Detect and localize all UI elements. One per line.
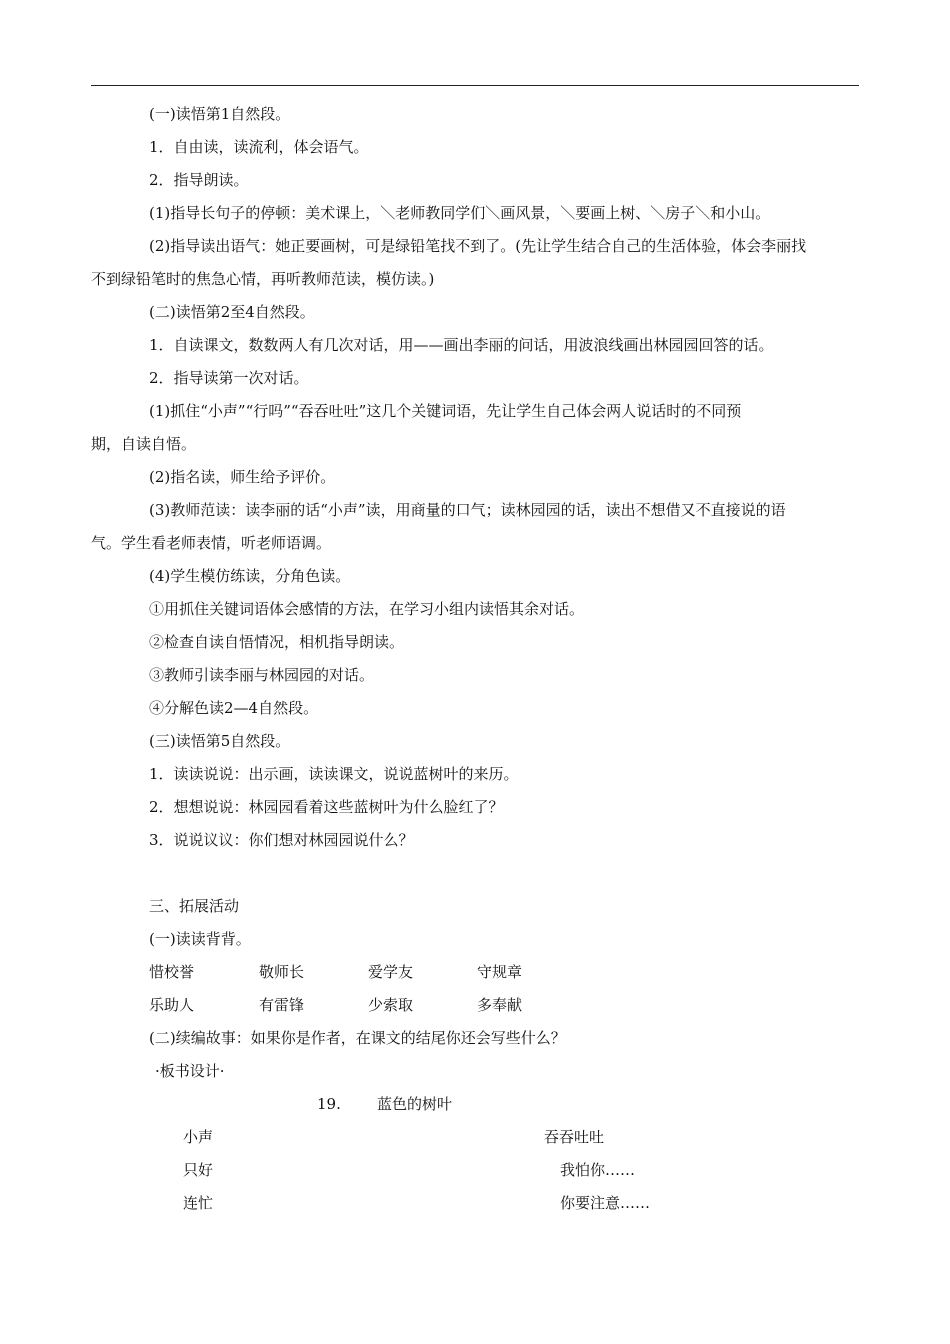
section-heading-1: (一)读悟第1自然段。 (149, 105, 291, 123)
paragraph-line: (3)教师范读：读李丽的话“小声”读，用商量的口气；读林园园的话，读出不想借又不直接说的语 (149, 501, 786, 519)
board-left-item: 连忙 (183, 1194, 214, 1212)
list-item: 2．指导读第一次对话。 (149, 369, 309, 387)
board-title-row (91, 1088, 859, 1121)
paragraph-line: 气。学生看老师表情，听老师语调。 (91, 534, 332, 552)
word: 少索取 (368, 996, 414, 1014)
board-design-heading: ·板书设计· (155, 1062, 225, 1080)
spacer (91, 857, 859, 890)
section-heading-2: (二)读悟第2至4自然段。 (149, 303, 315, 321)
list-item: ③教师引读李丽与林园园的对话。 (149, 666, 375, 684)
paragraph-line: 期，自读自悟。 (91, 435, 197, 453)
paragraph-line: (2)指导读出语气：她正要画树，可是绿铅笔找不到了。(先让学生结合自己的生活体验，体会李丽找 (149, 237, 807, 255)
section-heading-expansion: 三、拓展活动 (149, 897, 240, 915)
word: 有雷锋 (259, 996, 305, 1014)
document-body (91, 98, 859, 1220)
word: 爱学友 (368, 963, 414, 981)
board-row (91, 1121, 859, 1154)
board-right-item: 你要注意…… (560, 1194, 651, 1212)
word: 多奉献 (477, 996, 523, 1014)
board-left-item: 小声 (183, 1128, 214, 1146)
header-rule (91, 85, 859, 86)
paragraph-line: (1)抓住“小声”“行吗”“吞吞吐吐”这几个关键词语，先让学生自己体会两人说话时的不同预 (149, 402, 742, 420)
list-item: ②检查自读自悟情况，相机指导朗读。 (149, 633, 405, 651)
list-item: (4)学生模仿练读，分角色读。 (149, 567, 351, 585)
board-right-item: 吞吞吐吐 (544, 1128, 605, 1146)
board-title-number: 19. (317, 1095, 341, 1113)
list-item: 2．指导朗读。 (149, 171, 249, 189)
list-item: ①用抓住关键词语体会感情的方法，在学习小组内读悟其余对话。 (149, 600, 585, 618)
list-item: ④分解色读2—4自然段。 (149, 699, 319, 717)
board-title: 蓝色的树叶 (377, 1095, 453, 1113)
section-heading-3: (三)读悟第5自然段。 (149, 732, 291, 750)
board-right-item: 我怕你…… (560, 1161, 636, 1179)
word: 守规章 (477, 963, 523, 981)
board-row (91, 1187, 859, 1220)
word: 乐助人 (149, 996, 195, 1014)
word-row-2 (91, 989, 859, 1022)
paragraph-line: 不到绿铅笔时的焦急心情，再听教师范读，模仿读。) (91, 270, 435, 288)
subsection-heading: (一)读读背背。 (149, 930, 251, 948)
subsection-heading: (二)续编故事：如果你是作者，在课文的结尾你还会写些什么？ (149, 1029, 566, 1047)
word-row-1 (91, 956, 859, 989)
word: 敬师长 (259, 963, 305, 981)
board-row (91, 1154, 859, 1187)
list-item: 3．说说议议：你们想对林园园说什么？ (149, 831, 414, 849)
list-item: (2)指名读，师生给予评价。 (149, 468, 336, 486)
list-item: 1．读读说说：出示画，读读课文，说说蓝树叶的来历。 (149, 765, 519, 783)
word: 惜校誉 (149, 963, 195, 981)
board-left-item: 只好 (183, 1161, 214, 1179)
list-item: (1)指导长句子的停顿：美术课上，＼老师教同学们＼画风景，＼要画上树、＼房子＼和小山。 (149, 204, 771, 222)
list-item: 1．自读课文，数数两人有几次对话，用——画出李丽的问话，用波浪线画出林园园回答的话。 (149, 336, 774, 354)
list-item: 1．自由读，读流利，体会语气。 (149, 138, 369, 156)
list-item: 2．想想说说：林园园看着这些蓝树叶为什么脸红了？ (149, 798, 504, 816)
